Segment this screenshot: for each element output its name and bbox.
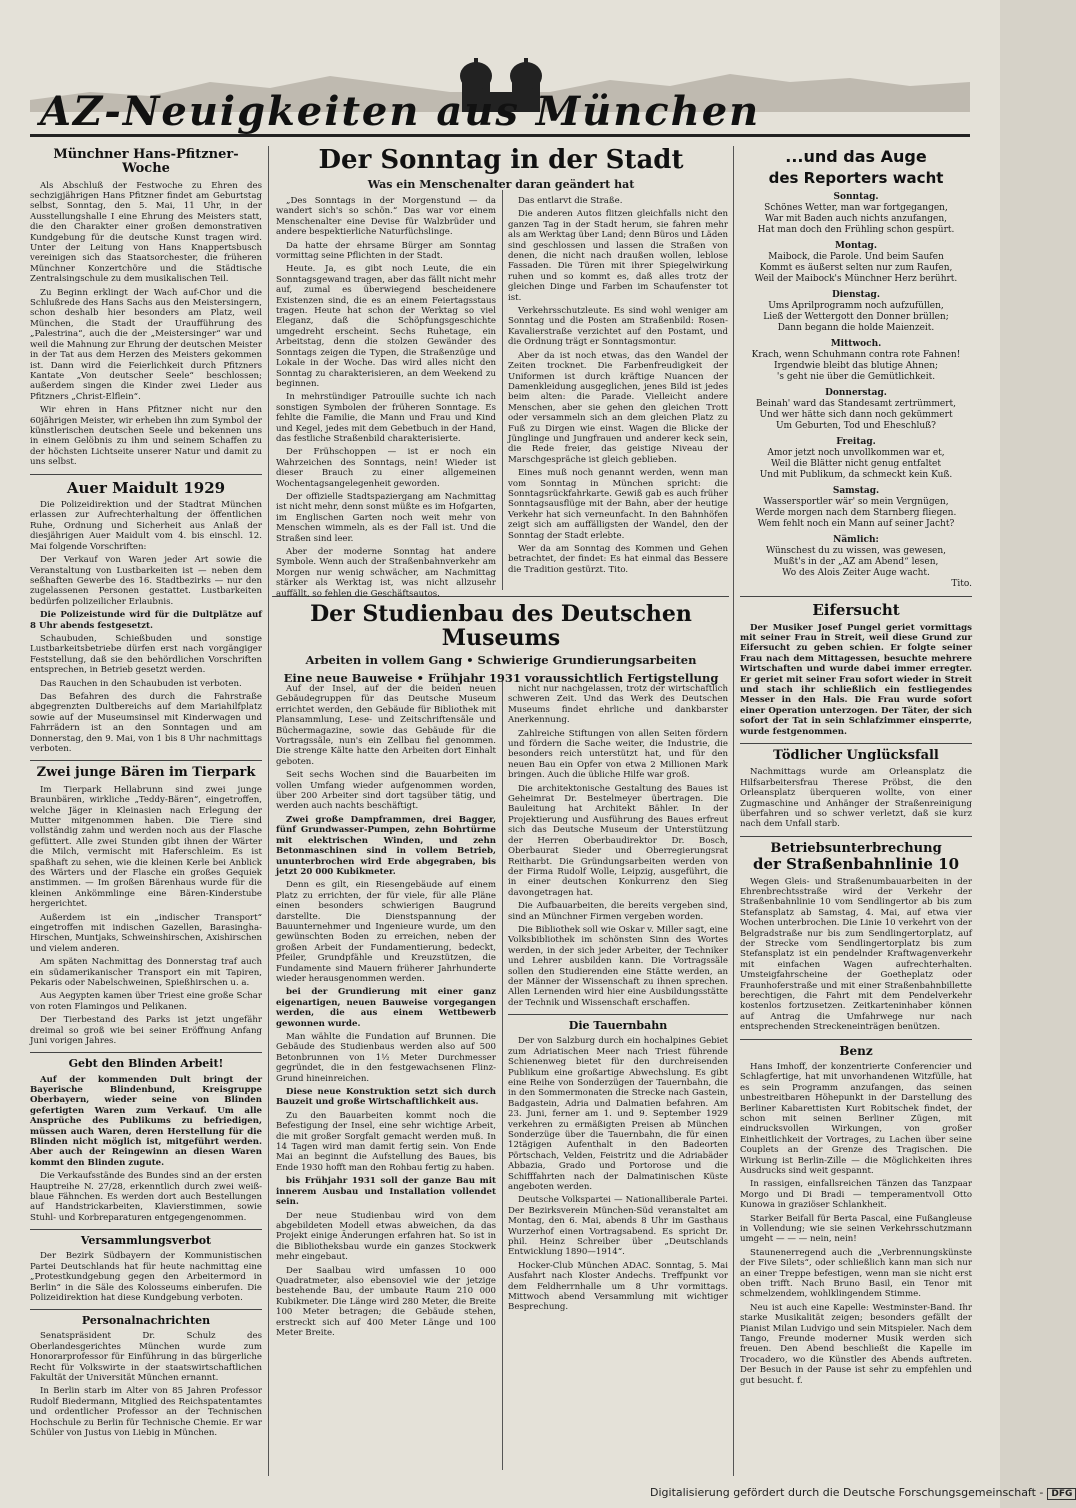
article-pfitzner: Münchner Hans-Pfitzner-Woche Als Abschluß der Festwoche zu Ehren des sechzigjährigen Hans Pfitzner findet am Geburtstag selbst, Sonntag, den 5. Mai, 11 Uhr, in der Ausstellungshalle I eine Ehrung des Meisters statt, die den Charakter einer großen demonstrativen Kundgebung für die deutsche Kunst tragen wird. Unter der Leitung von Hans Knappertsbusch vereinigen sich das Staatsorchester, die früheren Münchner Konzertchöre und die Städtische Zentralsingschule zu dem musikalischen Teil. Zu Beginn erklingt der Wach auf-Chor und die Schlußrede des Hans Sachs aus den Meistersingern, schon deshalb hier besonders am Platz, weil München, die Stadt der Uraufführung des „Palestrina“, auch die der „Meistersinger“ war und weil die Mahnung zur Ehrung der deutschen Meister in der Tat aus dem Herzen des Meisters gekommen ist. Dann wird die Feierlichkeit durch Pfitzners Kantate „Von deutscher Seele“ beschlossen; außerdem singen die Kinder zwei Lieder aus Pfitzners „Christ-Elflein“. Wir ehren in Hans Pfitzner nicht nur den 60jährigen Meister, wir erheben ihn zum Symbol der künstlerischen deutschen Seele und bekennen uns in einem Gelöbnis zu ihm und seinem Schaffen zu der höchsten Lichtseite unserer Natur und damit zu uns selbst. [30, 147, 262, 468]
right-column [740, 148, 972, 1478]
article-eifersucht: Eifersucht Der Musiker Josef Pungel geriet vormittags mit seiner Frau in Streit, weil diese Grund zur Eifersucht zu geben schien. Er folgte seiner Frau nach dem Mittagessen, besuchte mehrere Wirtschaften und wurde dabei immer erregter. Er geriet mit seiner Frau sofort wieder in Streit und stach ihr schließlich ein festliegendes Messer in den Hals. Die Frau wurde sofort einer Operation unterzogen. Der Täter, der sich sofort der Tat in sein Schlafzimmer einsperrte, wurde festgenommen. [740, 596, 972, 737]
article-title: Tödlicher Unglücksfall [773, 748, 939, 764]
poem: Sonntag. Schönes Wetter, man war fortgegangen, War mit Baden auch nichts anzufangen, Hat man doch den Frühling schon gespürt. Montag. Maibock, die Parole. Und beim Saufen Kommt es äußerst selten nur zum Raufen, Weil der Maibock's Münchner Herz berührt. Dienstag. Ums Aprilprogramm noch aufzufüllen, Ließ der Wettergott den Donner brüllen; Dann begann die holde Maienzeit. Mittwoch. Krach, wenn Schuhmann contra rote Fahnen! Irgendwie bleibt das blutige Ahnen; 's geht nie über die Gemütlichkeit. Donnerstag. Beinah' ward das Standesamt zertrümmert, Und wer hätte sich dann noch gekümmert Um Geburten, Tod und Eheschluß? Freitag. Amor jetzt noch unvollkommen war et, Weil die Blätter nicht genug entfaltet Und mit Publikum, da schmeckt kein Kuß. Samstag. Wassersportler wär' so mein Vergnügen, Werde morgen nach dem Starnberg fliegen. Wem fehlt noch ein Mann auf seiner Jacht? Nämlich: Wünschest du zu wissen, was gewesen, Mußt's in der „AZ am Abend“ lesen, Wo des Alois Zeiter Auge wacht. Tito. [740, 192, 972, 590]
article-sonntag-col1: „Des Sonntags in der Morgenstund — da wandert sich's so schön.“ Das war vor einem Menschenalter eine Devise für Walzbrüder und andere bespektierliche Naturfüchslinge. Da hatte der ehrsame Bürger am Sonntag vormittag seine Pflichten in der Stadt. Heute. Ja, es gibt noch Leute, die ein Sonntagsgewand tragen, aber das fällt nicht mehr auf, zumal es überwiegend bescheidenere Existenzen sind, die es an einem Feiertagsstaus tragen. Heute hat schon der Werktag so viel Eleganz, daß die Schöpfungsgeschichte umgedreht erscheint. Sechs Ruhetage, ein Arbeitstag, denn die stolzen Gewänder des Sonntags zeigen die Typen, die Straßenzüge und Lokale in der Woche. Das wird alles nicht den Sonntag zu charakterisieren, an dem Weekend zu beginnen. In mehrstündiger Patrouille suchte ich nach sonstigen Symbolen der früheren Sonntage. Es fehlte die Familie, die Mann und Frau und Kind und Kegel, jedes mit dem Gebetbuch in der Hand, das festliche Straßenbild charakterisierte. Der Frühschoppen — ist er noch ein Wahrzeichen des Sonntags, nein! Wieder ist dieser Brauch zu einer allgemeinen Wochentagsangelegenheit geworden. Der offizielle Stadtspaziergang am Nachmittag ist nicht mehr, denn sonst müßte es im Hofgarten, im Englischen Garten noch weit mehr von Menschen wimmeln, als es der Fall ist. Und die Straßen sind leer. Aber der moderne Sonntag hat andere Symbole. Wenn auch der Straßenbahnverkehr am Morgen nur wenig schwächer, am Nachmittag stärker als Werktag ist, was nicht allzusehr auffällt, so fehlen die Geschäftsautos. [276, 196, 496, 599]
article-museum-col2: nicht nur nachgelassen, trotz der wirtschaftlich schweren Zeit. Und das Werk des Deutschen Museums findet ehrliche und dankbarster Anerkennung. Zahlreiche Stiftungen von allen Seiten fördern und fördern die Sache weiter, die Industrie, die besonders reich unterstützt hat, und für den neuen Bau ein Opfer von etwa 2 Millionen Mark bringen. Auch die übliche Hilfe war groß. Die architektonische Gestaltung des Baues ist Geheimrat Dr. Bestelmeyer übertragen. Die Bauleitung hat Architekt Bähler. In der Projektierung und Ausführung des Baues erfreut sich das Deutsche Museum der Unterstützung der Herren Oberbaudirektor Dr. Bosch, Oberbaurat Sieder und Oberregierungsrat Reitharbt. Die Gründungsarbeiten werden von der Firma Rudolf Wolle, Leipzig, ausgeführt, die in einer deutschen Konkurrenz den Sieg davongetragen hat. Die Aufbauarbeiten, die bereits vergeben sind, sind an Münchner Firmen vergeben worden. Die Bibliothek soll wie Oskar v. Miller sagt, eine Volksbibliothek im schönsten Sinn des Wortes werden, in der sich jeder Arbeiter, der Techniker und Lehrer ausbilden kann. Die Vortragssäle sollen den Studierenden eine Stätte werden, an der Männer der Wissenschaft zu ihnen sprechen. Allen Lernenden wird hier eine Ausbildungsstätte der Technik und Wissenschaft erschaffen. Die Tauernbahn Der von Salzburg durch ein hochalpines Gebiet zum Adriatischen Meer nach Triest führende Schienenweg bietet für den durchreisenden Publikum eine großartige Abwechslung. Es gibt eine Reihe von Sonderzügen der Tauernbahn, die in den Sommermonaten die Strecke nach Gastein, Badgastein, Adria und Dalmatien befahren. Am 23. Juni, ferner am 1. und 9. September 1929 verkehren zu ermäßigten Preisen ab München Sonderzüge über die Tauernbahn, die für einen 12tägigen Aufenthalt in den Badeorten Pörtschach, Velden, Feistritz und die Adriabäder Abbazia, Grado und Portorose und die Schifffahrten nach der Dalmatinischen Küste angeboten werden. Deutsche Volkspartei — Nationalliberale Partei. Der Bezirksverein München-Süd veranstaltet am Montag, den 6. Mai, abends 8 Uhr im Gasthaus Wurzerhof einen Vortragsabend. Es spricht Dr. phil. Heinz Schreiber über „Deutschlands Entwicklung 1890—1914“. Hocker-Club München ADAC. Sonntag, 5. Mai Ausfahrt nach Kloster Andechs. Treffpunkt vor dem Feldherrnhalle um 8 Uhr vormittags. Mittwoch abend Versammlung mit wichtiger Besprechung. [508, 684, 728, 1313]
article-museum-header [274, 601, 728, 685]
article-verbot: Versammlungsverbot Der Bezirk Südbayern der Kommunistischen Partei Deutschlands hat für heute nachmittag eine „Protestkundgebung gegen den Arbeitermord in Berlin“ in die Säle des Kolosseums einberufen. Die Polizeidirektion hat diese Kundgebung verboten. [30, 1229, 262, 1303]
dfg-logo-icon: DFG [1047, 1488, 1076, 1500]
article-sonntag-header [274, 146, 728, 190]
article-title: Der Studienbau des Deutschen Museums [310, 601, 692, 652]
signature: Tito. [951, 579, 972, 590]
article-reporter [740, 148, 972, 590]
article-title: Versammlungsverbot [80, 1234, 212, 1248]
article-title: Eifersucht [812, 601, 900, 620]
masthead [30, 52, 970, 136]
article-title: Münchner Hans-Pfitzner-Woche [53, 147, 239, 177]
article-personal: Personalnachrichten Senatspräsident Dr. Schulz des Oberlandesgerichtes München wurde zum Honorarprofessor für Einführung in das bürgerliche Recht für Volkswirte in der staatswirtschaftlichen Fakultät der Universität München ernannt. In Berlin starb im Alter von 85 Jahren Professor Rudolf Biedermann, Mitglied des Reichspatentamtes und ordentlicher Professor an der Technischen Hochschule zu Berlin für Technische Chemie. Er war Schüler von Justus von Liebig in München. [30, 1309, 262, 1438]
article-title: Personalnachrichten [81, 1314, 211, 1328]
article-unfall: Tödlicher Unglücksfall Nachmittags wurde am Orleansplatz die Hilfsarbeitersfrau Therese Pröbst, die den Orleansplatz überqueren wollte, von einer Zugmaschine und Anhänger der Straßenreinigung überfahren und so schwer verletzt, daß sie kurz nach dem Unfall starb. [740, 743, 972, 830]
article-subtitle: Eine neue Bauweise • Frühjahr 1931 voraussichtlich Fertigstellung [283, 670, 719, 685]
article-museum-col1: Auf der Insel, auf der die beiden neuen Gebäudegruppen für das Deutsche Museum errichtet werden, den Gebäude für Bibliothek mit Plansammlung, Lese- und Zeitschriftensäle und Büchermagazine, sowie das Gebäude für die Vortragssäle, nun's ein Zellbau fiel genommen. Die strenge Kälte hatte den Arbeiten dort Einhalt geboten. Seit sechs Wochen sind die Bauarbeiten im vollen Umfang wieder aufgenommen worden, über 200 Arbeiter sind dort tagsüber tätig, und werden auch nachts beschäftigt. Zwei große Dampframmen, drei Bagger, fünf Grundwasser-Pumpen, zehn Bohrtürme mit elektrischen Winden, und zehn Betonmaschinen sind in vollem Betrieb, ununterbrochen wird Erde abgegraben, bis jetzt 20 000 Kubikmeter. Denn es gilt, ein Riesengebäude auf einem Platz zu errichten, der für viele, für alle Pläne einen besonders schwierigen Baugrund darstellte. Die Dienstspannung der Bauunternehmer und Ingenieure wurde, um den gewünschten Boden zu erreichen, neben der großen Arbeit der Fundamentierung, bedeckt, Pfeiler, Grundpfähle und Kreuzstützen, die Fundamente sind Mauern früherer Jahrhunderte wieder herausgenommen werden. bei der Grundierung mit einer ganz eigenartigen, neuen Bauweise vorgegangen werden, die aus einem Wettbewerb gewonnen wurde. Man wählte die Fundation auf Brunnen. Die Gebäude des Studienbaus werden also auf 500 Betonbrunnen von 1½ Meter Durchmesser gegründet, die in den festgewachsenen Flinz-Grund hineinreichen. Diese neue Konstruktion setzt sich durch Bauzeit und große Wirtschaftlichkeit aus. Zu den Bauarbeiten kommt noch die Befestigung der Insel, eine sehr wichtige Arbeit, die mit großer Sorgfalt gemacht werden muß. In 14 Tagen wird man damit fertig sein. Von Ende Mai an beginnt die Aufstellung des Baues, bis Ende 1930 hofft man den Rohbau fertig zu haben. bis Frühjahr 1931 soll der ganze Bau mit innerem Ausbau und Installation vollendet sein. Der neue Studienbau wird von dem abgebildeten Modell etwas abweichen, da das Projekt einige Änderungen erfahren hat. So ist in die Bibliotheksbau wurde ein ganzes Stockwerk mehr eingebaut. Der Saalbau wird umfassen 10 000 Quadratmeter, also ebensoviel wie der jetzige bestehende Bau, der umbaute Raum 210 000 Kubikmeter. Die Länge wird 280 Meter, die Breite 100 Meter betragen; die Gebäude stehen, erstreckt sich auf 400 Meter Länge und 100 Meter Breite. [276, 684, 496, 1338]
article-benz: Benz Hans Imhoff, der konzentrierte Conferencier und Schlagfertige, hat mit unvorhandenen Witzfülle, hat es sein Programm anzufangen, das seinen unbestreitbaren Höhepunkt in der Darstellung des Berliner Kabarettisten Kurt Robitschek findet, der schon mit seinen Berliner Zügen, mit eindrucksvollen Wirkungen, von großer Einheitlichkeit der Vortrages, zu Lachen über seine Couplets an der Grenze des Tragischen. Die Wirkung ist Berlin-Zille — die Möglichkeiten ihres Ausdrucks sind weit gespannt. In rassigen, einfallsreichen Tänzen das Tanzpaar Morgo und Di Bradi — temperamentvoll Otto Kunowa in graziöser Schlankheit. Starker Beifall für Berta Pascal, eine Fußangleuse in Vollendung; wie sie seinen Verkehrsschutzmann umgeht — — — nein, nein! Staunenerregend auch die „Verbrennungskünste der Five Silets“, oder schließlich kann man sich nur an einer Treppe befestigen, wenn man sie nicht erst oben trifft. Nach Bruno Basil, ein Tenor mit schmelzendem, wohlklingendem Stimme. Neu ist auch eine Kapelle: Westminster-Band. Ihr starke Musikalität zeigen; besonders gefällt der Pianist Milan Ludvigo und sein Mitspieler. Nach dem Tango, Freunde moderner Musik werden sich freuen. Den Abend beschließt die Kapelle im Trocadero, wo die Künstler des Abends auftreten. Der Besuch in der Pause ist sehr zu empfehlen und gut besucht. f. [740, 1039, 972, 1386]
article-title: Benz [839, 1043, 873, 1058]
article-title: der Straßenbahnlinie 10 [752, 855, 960, 874]
article-subtitle: Arbeiten in vollem Gang • Schwierige Grundierungsarbeiten [305, 653, 697, 668]
left-column [30, 148, 262, 1478]
article-title: Betriebsunterbrechung [770, 840, 942, 856]
digitization-credit: Digitalisierung gefördert durch die Deutsche Forschungsgemeinschaft - DFG [650, 1486, 980, 1500]
article-betrieb: Betriebsunterbrechung der Straßenbahnlinie 10 Wegen Gleis- und Straßenumbauarbeiten in der Ehrenbrechtsstraße wird der Verkehr der Straßenbahnlinie 10 vom Sendlingertor ab bis zum Stefansplatz ab Samstag, 4. Mai, auf etwa vier Wochen unterbrochen. Die Linie 10 verkehrt von der Belgradstraße nur bis zum Sendlingertorplatz, auf der Strecke vom Sendlingertorplatz bis zum Stefansplatz ist ein pendelnder Kraftwagenverkehr mit einfachen Wagen aufrechterhalten. Umsteigfahrscheine der Goetheplatz oder Fraunhoferstraße und mit einer Straßenbahnbillette berechtigen, die Fahrt mit dem Pendelverkehr kostenlos fortzusetzen. Zeitkarteninhaber können auf Antrag die Umfahrwege nur nach entsprechenden Streckeneinträgen benützen. [740, 836, 972, 1033]
article-baeren: Zwei junge Bären im Tierpark Im Tierpark Hellabrunn sind zwei junge Braunbären, wirkliche „Teddy-Bären“, eingetroffen, welche Jäger in Kleinasien nach Erlegung der Mutter mitgenommen haben. Die Tiere sind vollständig zahm und werden noch aus der Flasche gefüttert. Alle zwei Stunden gibt ihnen der Wärter die Milch, vermischt mit Haferschleim. Es ist spaßhaft zu sehen, wie die kleinen Kerle bei Anblick des Wärters und der Flasche ein großes Gequiek anstimmen. — Im großen Bärenhaus wurde für die kleinen Ankömmlinge eine Bären-Kinderstube hergerichtet. Außerdem ist ein „indischer Transport“ eingetroffen mit indischen Gazellen, Barasingha-Hirschen, Muntjaks, Schweinshirschen, Axishirschen und vielem anderen. Am späten Nachmittag des Donnerstag traf auch ein südamerikanischer Transport ein mit Tapiren, Pekaris oder Nabelschweinen, Spießhirschen u. a. Aus Aegypten kamen über Triest eine große Schar von roten Flamingos und Pelikanen. Der Tierbestand des Parks ist jetzt ungefähr dreimal so groß wie bei seiner Eröffnung Anfang Juni vorigen Jahres. [30, 760, 262, 1046]
article-title: Auer Maidult 1929 [66, 478, 226, 497]
article-subtitle: Was ein Menschenalter daran geändert hat [367, 177, 635, 191]
article-maidult: Auer Maidult 1929 Die Polizeidirektion und der Stadtrat München erlassen zur Aufrechterhaltung der öffentlichen Ruhe, Ordnung und Sicherheit aus Anlaß der diesjährigen Auer Maidult vom 4. bis einschl. 12. Mai folgende Vorschriften: Der Verkauf von Waren jeder Art sowie die Veranstaltung von Lustbarkeiten ist — neben dem seßhaften Gewerbe des 16. Stadtbezirks — nur den zugelassenen Personen gestattet. Lustbarkeiten bedürfen polizeilicher Erlaubnis. Die Polizeistunde wird für die Dultplätze auf 8 Uhr abends festgesetzt. Schaubuden, Schießbuden und sonstige Lustbarkeitsbetriebe dürfen erst nach vorgängiger Feststellung, daß sie den behördlichen Vorschriften entsprechen, in Betrieb gesetzt werden. Das Rauchen in den Schaubuden ist verboten. Das Befahren des durch die Fahrstraße abgegrenzten Dultbereichs auf dem Mariahilfplatz sowie auf der Museumsinsel mit Kinderwagen und Fahrrädern ist an den Sonntagen und am Donnerstag, den 9. Mai, von 1 bis 8 Uhr nachmittags verboten. [30, 474, 262, 755]
article-blinden: Gebt den Blinden Arbeit! Auf der kommenden Dult bringt der Bayerische Blindenbund, Kreisgruppe Oberbayern, wieder seine von Blinden gefertigten Waren zum Verkauf. Um alle Ansprüche des Publikums zu befriedigen, müssen auch Waren, deren Herstellung für die Blinden nicht möglich ist, mitgeführt werden. Aber auch der Reingewinn an diesen Waren kommt den Blinden zugute. Die Verkaufsstände des Bundes sind an der ersten Hauptreihe N. 27/28, erkenntlich durch zwei weiß-blaue Fähnchen. Es werden dort auch Bestellungen auf Handstrickarbeiten, Klavierstimmen, sowie Stuhl- und Korbreparaturen entgegengenommen. [30, 1052, 262, 1223]
article-title: Gebt den Blinden Arbeit! [68, 1057, 224, 1071]
article-title: Zwei junge Bären im Tierpark [36, 765, 256, 781]
article-sonntag-col2: Das entlarvt die Straße. Die anderen Autos flitzen gleichfalls nicht den ganzen Tag in der Stadt herum, sie fahren mehr als am Werktag über Land; denn Büros und Läden sind geschlossen und lassen die Straßen von denen, die nicht nach draußen wollen, leblose Fassaden. Die Türen mit ihrer Spiegelwirkung ruhen und so kommt es, daß alles trotz der gleichen Dinge und Farben im Schaufenster tot ist. Verkehrsschutzleute. Es sind wohl weniger am Sonntag und die Posten am Straßenbild: Rosen-Kavalierstraße verzichtet auf den Postamt, und die Ordnung trägt er Sonntagsmontur. Aber da ist noch etwas, das den Wandel der Zeiten trocknet. Die Farbenfreudigkeit der Uniformen ist durch kräftige Nuancen der Damenkleidung ausgeglichen, jenes Bild ist jedes beim alten: die Parade. Vielleicht andere Menschen, aber sie gehen den gleichen Trott oder versammeln sich an dem gleichen Platz zu Fuß zu Dirgen wie einst. Wagen die Blicke der Jünglinge und Jungfrauen und anderer keck sein, die Rede freier, das geistige Niveau der Marschgespräche ist gleich geblieben. Eines muß noch genannt werden, wenn man vom Sonntag in München spricht: die Sonntagsrückfahrkarte. Gewiß gab es auch früher Sonntagsausflüge mit der Bahn, aber der heutige Verkehr hat sich verneunfacht. In den Bahnhöfen zeigt sich am auffälligsten der Wandel, den der Sonntag der Stadt erlebte. Wer da am Sonntag des Kommen und Gehen betrachtet, der findet: Es hat einmal das Bessere die Tradition gestürzt. Tito. [508, 196, 728, 575]
article-title: Die Tauernbahn [508, 1014, 728, 1032]
article-title: ...und das Auge [785, 147, 927, 166]
article-title: Der Sonntag in der Stadt [318, 145, 684, 175]
masthead-title: AZ-Neuigkeiten aus München [40, 88, 761, 135]
article-title: des Reporters wacht [768, 168, 944, 187]
